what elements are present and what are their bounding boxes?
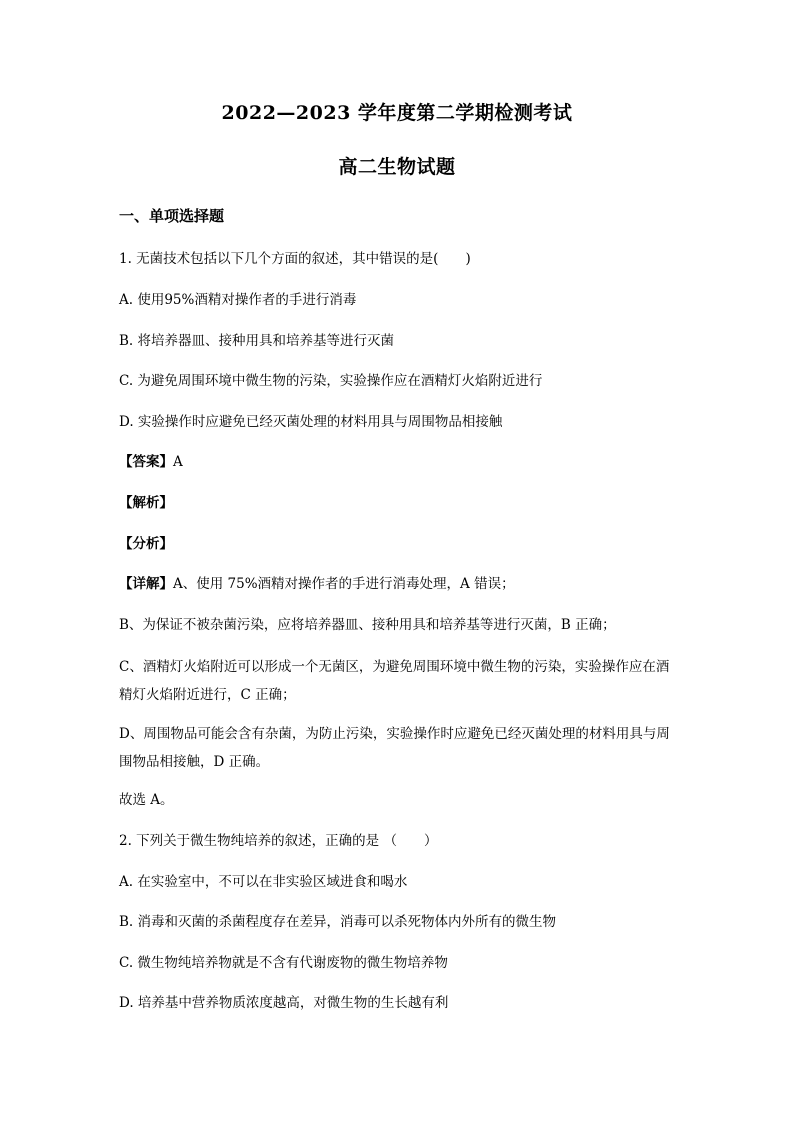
q1-detail-a [119, 573, 679, 595]
q1-detail-d: D、周围物品可能会含有杂菌，为防止污染，实验操作时应避免已经灭菌处理的材料用具与周围物品相接触，D 正确。 [119, 726, 670, 770]
q1-answer [119, 451, 679, 473]
q1-option-b: B. 将培养器皿、接种用具和培养基等进行灭菌 [119, 333, 395, 349]
q2-stem: 2. 下列关于微生物纯培养的叙述，正确的是 （ ） [119, 833, 438, 849]
fenxi-tag: 【分析】 [119, 536, 173, 552]
detail-tag: 【详解】 [119, 576, 173, 592]
q1-detail-c: C、酒精灯火焰附近可以形成一个无菌区，为避免周围环境中微生物的污染，实验操作应在酒精灯火焰附近进行，C 正确； [119, 659, 670, 703]
q2-option-b: B. 消毒和灭菌的杀菌程度存在差异，消毒可以杀死物体内外所有的微生物 [119, 914, 557, 930]
q2-option-d: D. 培养基中营养物质浓度越高，对微生物的生长越有利 [119, 995, 449, 1011]
answer-value: A [173, 454, 183, 470]
analysis-tag: 【解析】 [119, 495, 173, 511]
q1-option-a: A. 使用95%酒精对操作者的手进行消毒 [119, 292, 357, 308]
q1-conclusion: 故选 A。 [119, 792, 174, 808]
section-heading: 一、单项选择题 [119, 207, 225, 225]
document-title: 2022—2023 学年度第二学期检测考试 [221, 102, 573, 124]
q1-detail-b: B、为保证不被杂菌污染，应将培养器皿、接种用具和培养基等进行灭菌，B 正确； [119, 617, 616, 633]
answer-tag: 【答案】 [119, 454, 173, 470]
q2-option-a: A. 在实验室中，不可以在非实验区域进食和喝水 [119, 874, 408, 890]
detail-a-text: A、使用 75%酒精对操作者的手进行消毒处理，A 错误； [173, 576, 515, 592]
q1-option-c: C. 为避免周围环境中微生物的污染，实验操作应在酒精灯火焰附近进行 [119, 373, 543, 389]
q2-option-c: C. 微生物纯培养物就是不含有代谢废物的微生物培养物 [119, 955, 448, 971]
document-subtitle: 高二生物试题 [338, 156, 456, 178]
q1-option-d: D. 实验操作时应避免已经灭菌处理的材料用具与周围物品相接触 [119, 414, 503, 430]
q1-stem: 1. 无菌技术包括以下几个方面的叙述，其中错误的是( ) [119, 251, 471, 267]
